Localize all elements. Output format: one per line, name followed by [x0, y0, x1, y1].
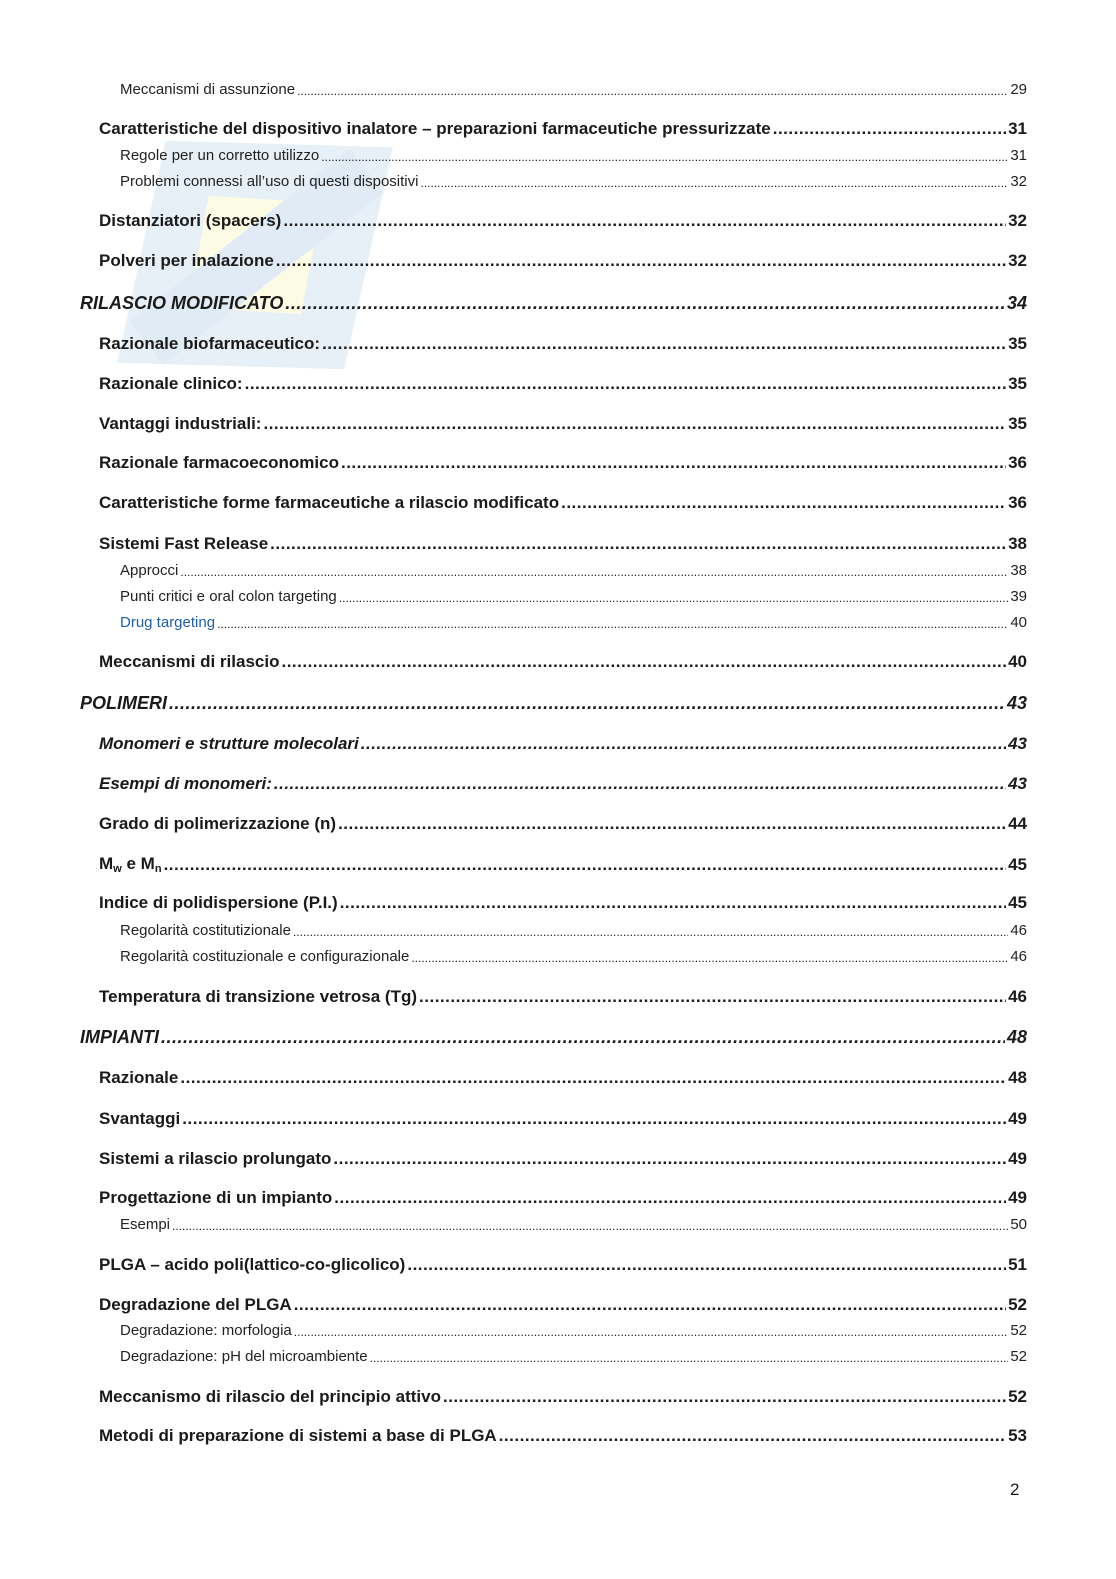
dot-leader — [443, 1390, 1006, 1407]
toc-chapter-polimeri[interactable] — [80, 693, 1027, 714]
toc-entry-temperatura-transizione[interactable] — [99, 987, 1027, 1007]
toc-entry-page: 38 — [1010, 562, 1027, 579]
toc-entry-metodi-preparazione[interactable] — [99, 1426, 1027, 1446]
toc-entry-page: 35 — [1008, 414, 1027, 433]
dot-leader — [283, 214, 1006, 231]
toc-chapter-rilascio-modificato[interactable] — [80, 293, 1027, 314]
dot-leader — [338, 817, 1006, 834]
toc-entry-caratteristiche-forme[interactable] — [99, 493, 1027, 513]
toc-entry-title: Sistemi Fast Release — [99, 534, 269, 553]
toc-entry-title: $M_w$ e $M_n$ — [99, 854, 162, 875]
dot-leader — [561, 496, 1006, 513]
dot-leader — [333, 1152, 1006, 1169]
toc-entry-regole-utilizzo[interactable] — [120, 147, 1027, 164]
toc-entry-regolarita-configurazionale[interactable] — [120, 948, 1027, 965]
dot-leader — [263, 417, 1006, 434]
dot-leader — [270, 537, 1006, 554]
dot-leader — [294, 1324, 1009, 1339]
dot-leader — [180, 564, 1008, 579]
dot-leader — [322, 337, 1006, 354]
toc-entry-title: Caratteristiche del dispositivo inalatore – preparazioni farmaceutiche pressurizzate — [99, 119, 771, 138]
dot-leader — [339, 590, 1009, 605]
toc-entry-page: 48 — [1006, 1027, 1027, 1047]
toc-entry-title: RILASCIO MODIFICATO — [80, 293, 284, 313]
toc-entry-razionale[interactable] — [99, 1068, 1027, 1088]
toc-entry-page: 52 — [1008, 1387, 1027, 1406]
toc-entry-title: Degradazione: morfologia — [120, 1322, 292, 1339]
toc-entry-meccanismi-assunzione[interactable] — [120, 81, 1027, 98]
toc-entry-page: 49 — [1008, 1109, 1027, 1128]
toc-entry-title: Metodi di preparazione di sistemi a base di PLGA — [99, 1426, 497, 1445]
toc-entry-vantaggi-industriali[interactable] — [99, 414, 1027, 434]
toc-entry-title: Meccanismi di rilascio — [99, 652, 280, 671]
toc-entry-page: 36 — [1008, 493, 1027, 512]
dot-leader — [341, 456, 1006, 473]
toc-entry-page: 32 — [1010, 173, 1027, 190]
toc-entry-esempi-monomeri[interactable] — [99, 774, 1027, 794]
toc-entry-title: Progettazione di un impianto — [99, 1188, 333, 1207]
toc-entry-problemi-dispositivi[interactable] — [120, 173, 1027, 190]
toc-entry-title: Meccanismi di assunzione — [120, 81, 296, 98]
toc-entry-title: Esempi di monomeri: — [99, 774, 272, 793]
toc-entry-title: Regolarità costituzionale e configurazionale — [120, 948, 410, 965]
toc-entry-approcci[interactable] — [120, 562, 1027, 579]
toc-entry-title: IMPIANTI — [80, 1027, 159, 1047]
dot-leader — [285, 296, 1005, 314]
toc-entry-page: 31 — [1010, 147, 1027, 164]
toc-entry-razionale-farmacoeconomico[interactable] — [99, 453, 1027, 473]
dot-leader — [411, 950, 1008, 965]
toc-entry-page: 44 — [1008, 814, 1027, 833]
toc-entry-title: Drug targeting — [120, 614, 216, 631]
toc-entry-title: Distanziatori (spacers) — [99, 211, 282, 230]
dot-leader — [419, 990, 1006, 1007]
toc-entry-page: 40 — [1010, 614, 1027, 631]
toc-entry-page: 45 — [1008, 854, 1027, 874]
toc-entry-title: Razionale farmacoeconomico — [99, 453, 339, 472]
dot-leader — [321, 149, 1008, 164]
toc-entry-mw-mn[interactable] — [99, 854, 1027, 875]
page-number: 2 — [1010, 1480, 1020, 1499]
toc-entry-page: 36 — [1008, 453, 1027, 472]
dot-leader — [361, 737, 1006, 754]
toc-entry-page: 34 — [1006, 293, 1027, 313]
toc-entry-title: Vantaggi industriali: — [99, 414, 262, 433]
toc-entry-title: Regole per un corretto utilizzo — [120, 147, 320, 164]
toc-entry-punti-critici[interactable] — [120, 588, 1027, 605]
dot-leader — [499, 1429, 1006, 1446]
toc-entry-title: POLIMERI — [80, 693, 168, 713]
toc-entry-page: 53 — [1008, 1426, 1027, 1445]
toc-entry-page: 51 — [1008, 1255, 1027, 1274]
toc-entry-razionale-biofarmaceutico[interactable] — [99, 334, 1027, 354]
toc-entry-title: Temperatura di transizione vetrosa (Tg) — [99, 987, 418, 1006]
dot-leader — [370, 1350, 1009, 1365]
toc-entry-page: 46 — [1010, 922, 1027, 939]
toc-entry-indice-polidispersione[interactable] — [99, 893, 1027, 913]
toc-entry-esempi[interactable] — [120, 1216, 1027, 1233]
dot-leader — [334, 1191, 1006, 1208]
toc-entry-drug-targeting[interactable] — [120, 614, 1027, 631]
toc-entry-svantaggi[interactable] — [99, 1109, 1027, 1129]
toc-entry-page: 43 — [1006, 693, 1027, 713]
toc-entry-degradazione-ph[interactable] — [120, 1348, 1027, 1365]
toc-entry-meccanismi-rilascio[interactable] — [99, 652, 1027, 672]
toc-entry-page: 35 — [1008, 334, 1027, 353]
toc-entry-grado-polimerizzazione[interactable] — [99, 814, 1027, 834]
toc-entry-page: 43 — [1008, 774, 1027, 793]
dot-leader — [297, 83, 1008, 98]
toc-entry-page: 29 — [1010, 81, 1027, 98]
toc-entry-page: 48 — [1008, 1068, 1027, 1087]
toc-entry-title: Regolarità costitutizionale — [120, 922, 291, 939]
toc-entry-plga[interactable] — [99, 1255, 1027, 1275]
toc-entry-meccanismo-rilascio-principio[interactable] — [99, 1387, 1027, 1407]
dot-leader — [420, 175, 1008, 190]
toc-entry-monomeri-strutture[interactable] — [99, 734, 1027, 754]
toc-entry-title: Razionale clinico: — [99, 374, 243, 393]
toc-entry-sistemi-rilascio-prolungato[interactable] — [99, 1149, 1027, 1169]
toc-entry-distanziatori[interactable] — [99, 211, 1027, 231]
toc-entry-page: 52 — [1008, 1295, 1027, 1314]
dot-leader — [407, 1258, 1006, 1275]
toc-entry-page: 46 — [1010, 948, 1027, 965]
toc-entry-progettazione-impianto[interactable] — [99, 1188, 1027, 1208]
toc-entry-polveri-inalazione[interactable] — [99, 251, 1027, 271]
dot-leader — [245, 377, 1006, 394]
toc-entry-page: 49 — [1008, 1188, 1027, 1207]
toc-entry-title: Problemi connessi all’uso di questi dispositivi — [120, 173, 419, 190]
toc-entry-page: 49 — [1008, 1149, 1027, 1168]
toc-entry-degradazione-morfologia[interactable] — [120, 1322, 1027, 1339]
toc-entry-title: Degradazione del PLGA — [99, 1295, 292, 1314]
toc-entry-sistemi-fast-release[interactable] — [99, 534, 1027, 554]
dot-leader — [274, 777, 1006, 794]
toc-entry-page: 39 — [1010, 588, 1027, 605]
dot-leader — [180, 1071, 1006, 1088]
dot-leader — [217, 616, 1008, 631]
toc-entry-title: Razionale — [99, 1068, 179, 1087]
toc-entry-title: Caratteristiche forme farmaceutiche a rilascio modificato — [99, 493, 560, 512]
dot-leader — [169, 696, 1005, 714]
toc-entry-page: 32 — [1008, 251, 1027, 270]
toc-entry-title: Meccanismo di rilascio del principio attivo — [99, 1387, 441, 1406]
toc-entry-page: 38 — [1008, 534, 1027, 553]
dot-leader — [276, 254, 1006, 271]
toc-entry-page: 52 — [1010, 1348, 1027, 1365]
toc-entry-page: 43 — [1008, 734, 1027, 753]
toc-entry-title: Svantaggi — [99, 1109, 181, 1128]
dot-leader — [172, 1218, 1008, 1233]
toc-entry-title: Esempi — [120, 1216, 171, 1233]
dot-leader — [161, 1030, 1005, 1048]
toc-entry-page: 46 — [1008, 987, 1027, 1006]
dot-leader — [182, 1112, 1006, 1129]
toc-entry-page: 32 — [1008, 211, 1027, 230]
toc-entry-title: Indice di polidispersione (P.I.) — [99, 893, 338, 912]
toc-chapter-impianti[interactable] — [80, 1027, 1027, 1048]
toc-entry-dispositivo-inalatore[interactable] — [99, 119, 1027, 139]
dot-leader — [164, 858, 1007, 875]
dot-leader — [294, 1298, 1006, 1315]
toc-entry-title: Approcci — [120, 562, 179, 579]
dot-leader — [281, 655, 1006, 672]
toc-entry-page: 40 — [1008, 652, 1027, 671]
toc-entry-title: PLGA – acido poli(lattico-co-glicolico) — [99, 1255, 406, 1274]
toc-entry-page: 52 — [1010, 1322, 1027, 1339]
toc-entry-title: Grado di polimerizzazione (n) — [99, 814, 337, 833]
toc-entry-razionale-clinico[interactable] — [99, 374, 1027, 394]
dot-leader — [773, 122, 1006, 139]
toc-entry-title: Polveri per inalazione — [99, 251, 274, 270]
toc-entry-page: 50 — [1010, 1216, 1027, 1233]
toc-entry-title: Punti critici e oral colon targeting — [120, 588, 337, 605]
toc-entry-degradazione-plga[interactable] — [99, 1295, 1027, 1315]
toc-entry-page: 35 — [1008, 374, 1027, 393]
toc-entry-title: Sistemi a rilascio prolungato — [99, 1149, 332, 1168]
toc-entry-title: Razionale biofarmaceutico: — [99, 334, 321, 353]
toc-entry-regolarita-costitutizionale[interactable] — [120, 922, 1027, 939]
toc-entry-title: Degradazione: pH del microambiente — [120, 1348, 368, 1365]
dot-leader — [340, 896, 1006, 913]
toc-entry-page: 31 — [1008, 119, 1027, 138]
toc-entry-page: 45 — [1008, 893, 1027, 912]
dot-leader — [293, 924, 1008, 939]
toc-entry-title: Monomeri e strutture molecolari — [99, 734, 359, 753]
